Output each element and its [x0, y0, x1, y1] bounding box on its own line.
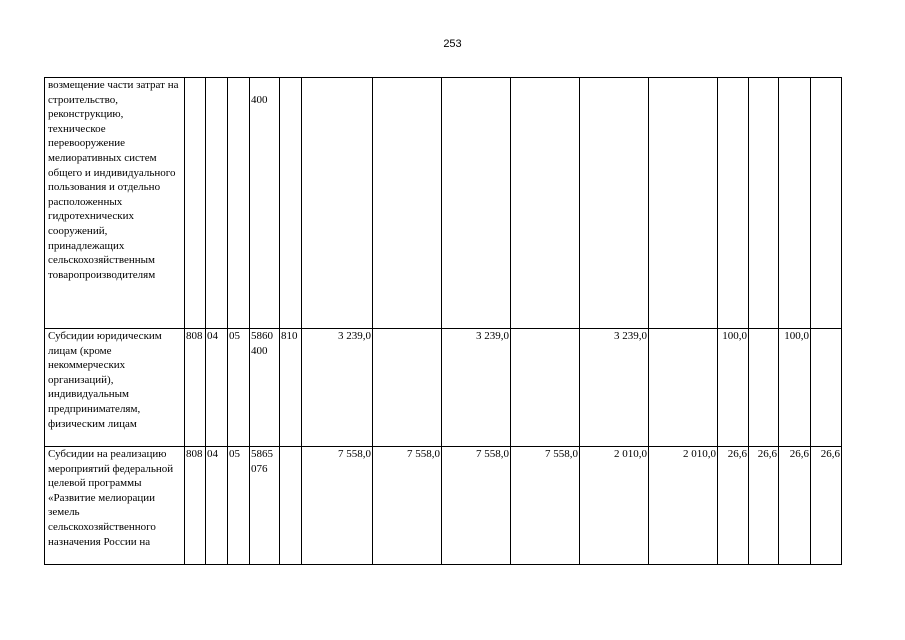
table-row — [45, 447, 842, 565]
target-article-line1: 5865 — [251, 448, 273, 460]
percent-cell-2 — [749, 78, 779, 329]
percent-cell-4: 26,6 — [811, 447, 842, 565]
amount-cell-5 — [580, 78, 649, 329]
amount-cell-2: 7 558,0 — [373, 447, 442, 565]
amount-cell-1: 3 239,0 — [302, 329, 373, 447]
expense-type-code — [280, 78, 302, 329]
amount-cell-3: 7 558,0 — [442, 447, 511, 565]
amount-cell-3: 3 239,0 — [442, 329, 511, 447]
percent-cell-3: 100,0 — [779, 329, 811, 447]
percent-cell-4 — [811, 329, 842, 447]
target-article-line2: 400 — [251, 344, 268, 357]
target-article-line1: 5860 — [251, 330, 273, 342]
page-number: 253 — [443, 38, 462, 50]
ministry-code — [185, 78, 206, 329]
amount-cell-6 — [649, 78, 718, 329]
amount-cell-4: 7 558,0 — [511, 447, 580, 565]
amount-cell-1: 7 558,0 — [302, 447, 373, 565]
percent-cell-2: 26,6 — [749, 447, 779, 565]
amount-cell-6: 2 010,0 — [649, 447, 718, 565]
percent-cell-4 — [811, 78, 842, 329]
ministry-code: 808 — [185, 329, 206, 447]
target-article-line2: 400 — [251, 93, 268, 106]
subsection-code: 05 — [228, 447, 250, 565]
amount-cell-5: 3 239,0 — [580, 329, 649, 447]
row-description: Субсидии на реализацию мероприятий федеральной целевой программы «Развитие мелиорации земель сельскохозяйственного назначения России на — [45, 447, 185, 565]
row-description: возмещение части затрат на строительство, реконструкцию, техническое перевооружение мелиоративных систем общего и индивидуального пользования и отдельно расположенных гидротехнических сооружений, принадлежащих сельскохозяйственным товаропроизводителям — [45, 78, 185, 329]
percent-cell-3 — [779, 78, 811, 329]
expense-type-code: 810 — [280, 329, 302, 447]
target-article-code — [250, 447, 280, 565]
subsection-code: 05 — [228, 329, 250, 447]
subsection-code — [228, 78, 250, 329]
amount-cell-3 — [442, 78, 511, 329]
budget-table — [44, 77, 842, 565]
percent-cell-3: 26,6 — [779, 447, 811, 565]
amount-cell-4 — [511, 329, 580, 447]
percent-cell-2 — [749, 329, 779, 447]
section-code — [206, 78, 228, 329]
target-article-code — [250, 329, 280, 447]
target-article-line2: 076 — [251, 462, 268, 475]
ministry-code: 808 — [185, 447, 206, 565]
section-code: 04 — [206, 329, 228, 447]
amount-cell-4 — [511, 78, 580, 329]
table-row — [45, 329, 842, 447]
amount-cell-2 — [373, 78, 442, 329]
amount-cell-5: 2 010,0 — [580, 447, 649, 565]
target-article-code — [250, 78, 280, 329]
amount-cell-6 — [649, 329, 718, 447]
expense-type-code — [280, 447, 302, 565]
amount-cell-2 — [373, 329, 442, 447]
percent-cell-1: 100,0 — [718, 329, 749, 447]
amount-cell-1 — [302, 78, 373, 329]
row-description: Субсидии юридическим лицам (кроме некоммерческих организаций), индивидуальным предпринимателям, физическим лицам — [45, 329, 185, 447]
percent-cell-1: 26,6 — [718, 447, 749, 565]
percent-cell-1 — [718, 78, 749, 329]
section-code: 04 — [206, 447, 228, 565]
table-row — [45, 78, 842, 329]
